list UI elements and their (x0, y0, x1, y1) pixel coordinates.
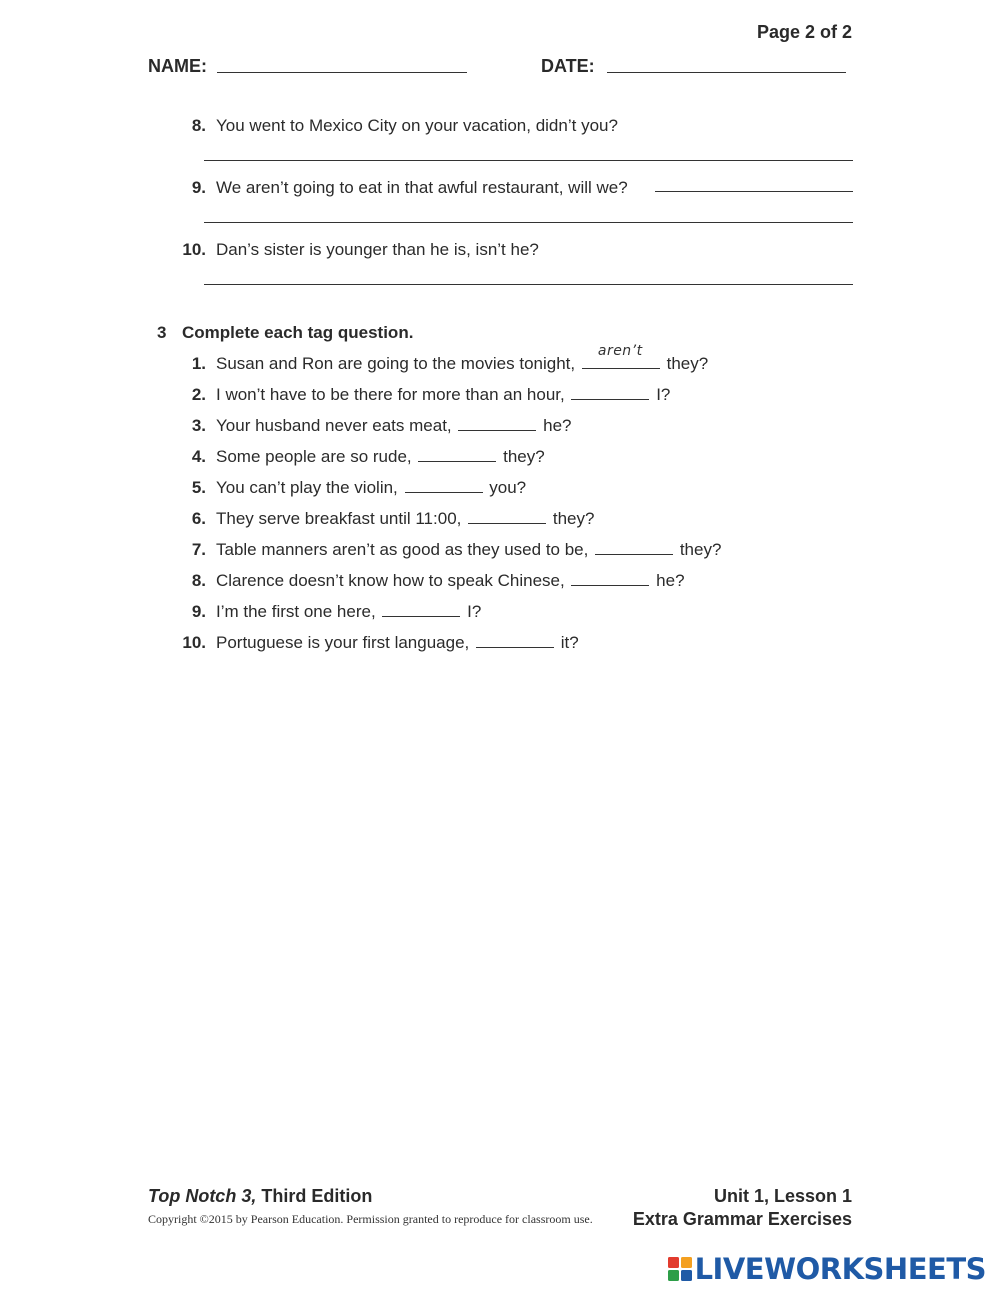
question-text-after: he? (543, 416, 572, 435)
liveworksheets-wordmark: LIVEWORKSHEETS (694, 1252, 986, 1286)
page-number: Page 2 of 2 (756, 22, 852, 42)
question-text-before: Your husband never eats meat, (216, 416, 452, 435)
question-text-before: Some people are so rude, (216, 447, 412, 466)
question-number: 5. (191, 478, 206, 497)
copyright-notice: Copyright ©2015 by Pearson Education. Permission granted to reproduce for classroom use. (148, 1212, 593, 1226)
answer-line[interactable] (204, 222, 853, 223)
question-text-after: it? (560, 633, 579, 652)
question-text-before: Table manners aren’t as good as they used to be, (216, 540, 589, 559)
question-text-before: You can’t play the violin, (216, 478, 398, 497)
answer-blank[interactable] (476, 633, 554, 648)
answer-blank[interactable] (468, 509, 546, 524)
question-text-after: they? (666, 354, 709, 373)
question-text-before: I won’t have to be there for more than an hour, (216, 385, 565, 404)
question-number: 4. (191, 447, 206, 466)
footer-unit-lesson: Unit 1, Lesson 1 (713, 1186, 852, 1206)
answer-line[interactable] (204, 160, 853, 161)
book-edition: Third Edition (261, 1186, 373, 1206)
question-text-before: Clarence doesn’t know how to speak Chinese, (216, 571, 565, 590)
question-text-before: Portuguese is your first language, (216, 633, 470, 652)
question-text-after: they? (503, 447, 545, 466)
answer-line[interactable] (655, 191, 853, 192)
book-title: Top Notch 3, (148, 1186, 257, 1206)
question-number: 9. (191, 178, 206, 197)
answer-blank[interactable] (418, 447, 496, 462)
date-field-line[interactable] (607, 72, 846, 73)
question-text-after: they? (679, 540, 722, 559)
question-number: 2. (191, 385, 206, 404)
handwritten-answer: aren’t (597, 343, 643, 359)
question-text-after: they? (552, 509, 595, 528)
liveworksheets-logo[interactable] (668, 1252, 986, 1286)
section-title: Complete each tag question. (182, 323, 414, 342)
answer-blank[interactable] (405, 478, 483, 493)
question-text: We aren’t going to eat in that awful restaurant, will we? (216, 178, 628, 197)
question-text-after: you? (489, 478, 527, 497)
question-number: 10. (182, 633, 206, 652)
answer-blank[interactable] (582, 343, 660, 369)
question-number: 8. (191, 571, 206, 590)
question-number: 8. (191, 116, 206, 135)
question-text-before: Susan and Ron are going to the movies tonight, (216, 354, 576, 373)
section-number: 3 (157, 323, 167, 342)
answer-blank[interactable] (382, 602, 460, 617)
footer-book-title (148, 1186, 372, 1207)
question-text-after: he? (656, 571, 685, 590)
answer-blank[interactable] (571, 571, 649, 586)
footer-exercise-type: Extra Grammar Exercises (632, 1209, 852, 1229)
name-field-line[interactable] (217, 72, 467, 73)
question-number: 1. (191, 354, 206, 373)
question-text: You went to Mexico City on your vacation, didn’t you? (216, 116, 618, 135)
question-text: Dan’s sister is younger than he is, isn’t he? (216, 240, 539, 259)
question-number: 10. (182, 240, 206, 259)
answer-blank[interactable] (595, 540, 673, 555)
answer-blank[interactable] (458, 416, 536, 431)
answer-blank[interactable] (571, 385, 649, 400)
question-number: 3. (191, 416, 206, 435)
question-text-after: I? (656, 385, 671, 404)
date-label: DATE: (541, 56, 595, 76)
question-number: 9. (191, 602, 206, 621)
question-number: 7. (191, 540, 206, 559)
question-text-before: I’m the first one here, (216, 602, 376, 621)
answer-line[interactable] (204, 284, 853, 285)
name-label: NAME: (148, 56, 207, 76)
question-text-before: They serve breakfast until 11:00, (216, 509, 462, 528)
question-text-after: I? (467, 602, 482, 621)
liveworksheets-icon (668, 1257, 692, 1281)
question-number: 6. (191, 509, 206, 528)
